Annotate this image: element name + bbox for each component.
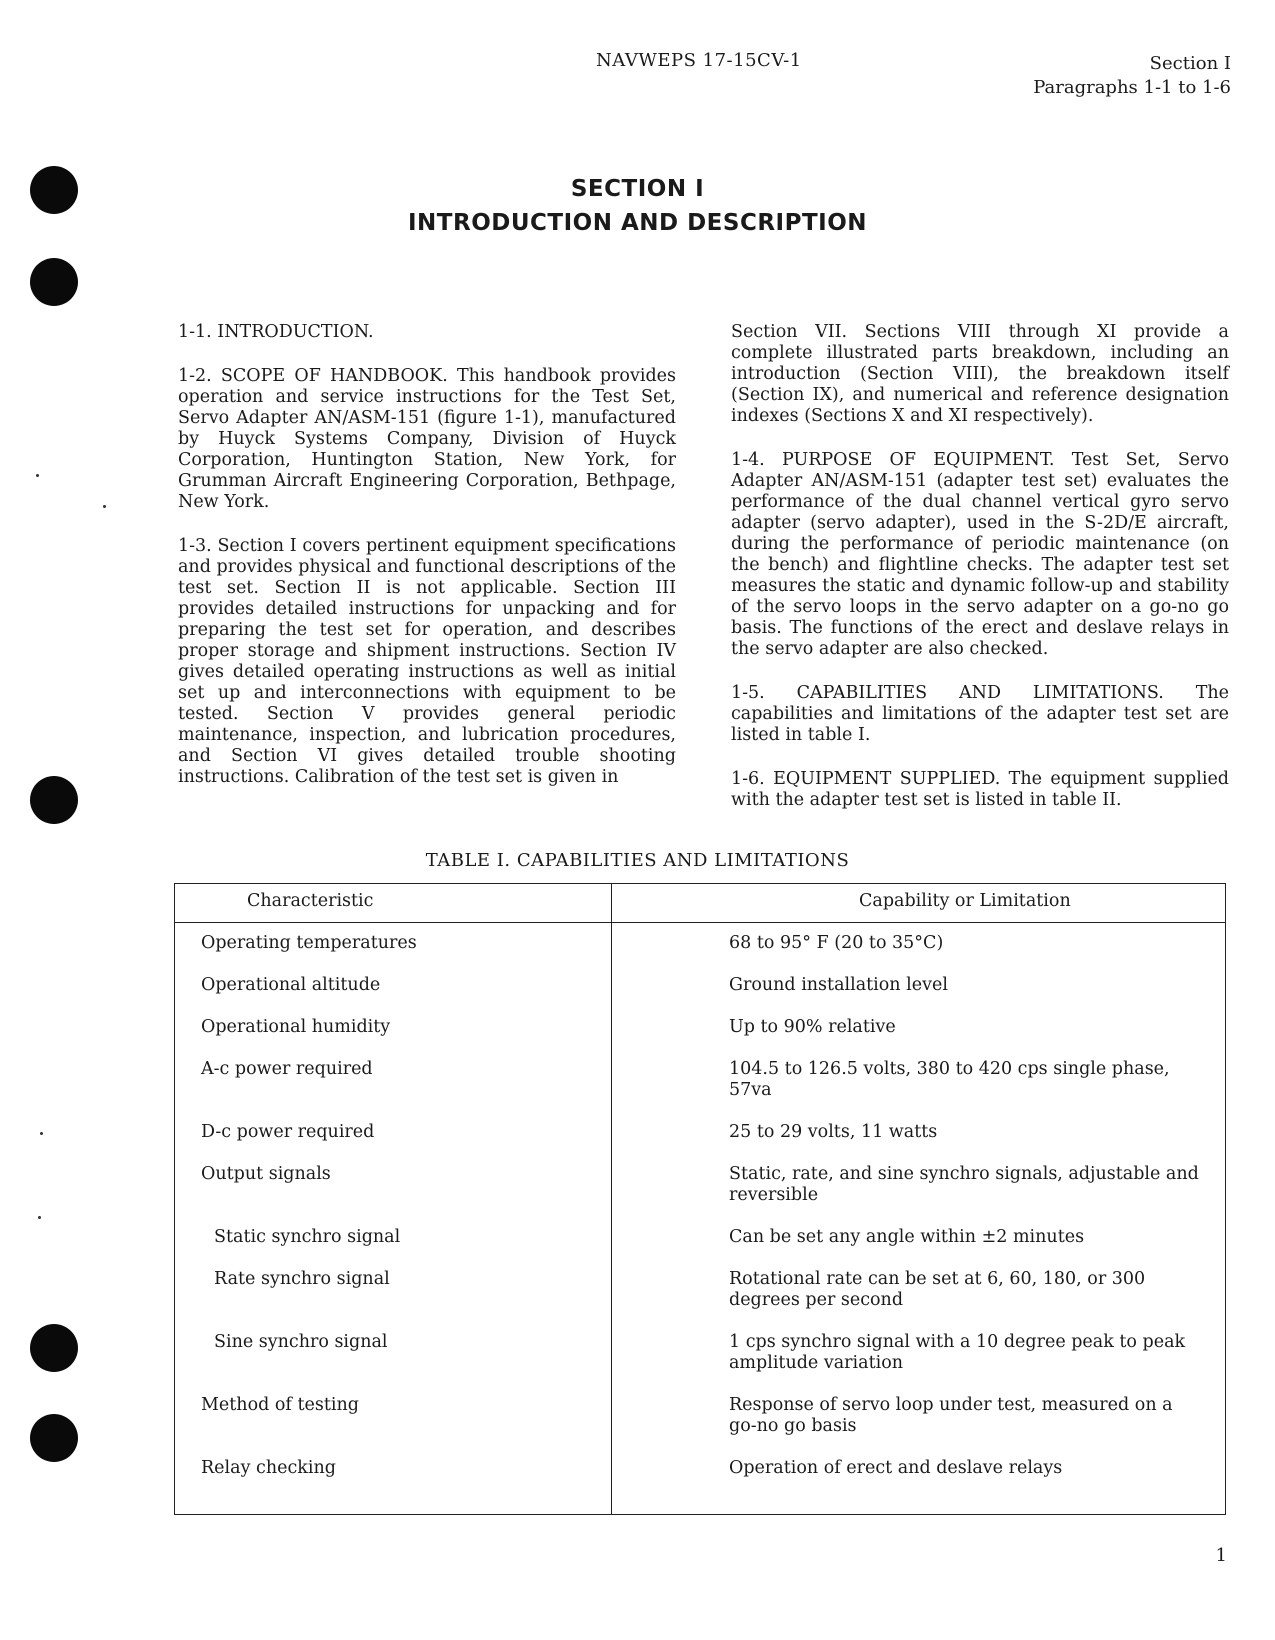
section-reference (1033, 52, 1231, 100)
binder-hole-5 (30, 1414, 78, 1462)
left-text-column (178, 322, 676, 811)
table-row-capability: Response of servo loop under test, measured on a go-no go basis (729, 1395, 1173, 1436)
header-rule (175, 922, 1225, 923)
paragraph-range: Paragraphs 1-1 to 1-6 (1033, 77, 1231, 98)
paragraph-1-5: 1-5. CAPABILITIES AND LIMITATIONS. The capabilities and limitations of the adapter test set are listed in table I. (731, 683, 1229, 745)
section-title (0, 172, 1275, 240)
table-row-characteristic: A-c power required (201, 1059, 373, 1079)
paragraph-1-6: 1-6. EQUIPMENT SUPPLIED. The equipment supplied with the adapter test set is listed in table II. (731, 769, 1229, 810)
scan-speck (103, 505, 106, 508)
scan-speck (40, 1132, 43, 1135)
binder-hole-2 (30, 258, 78, 306)
table-row-capability: 104.5 to 126.5 volts, 380 to 420 cps single phase, 57va (729, 1059, 1170, 1100)
table-row-capability: Can be set any angle within ±2 minutes (729, 1227, 1085, 1247)
table-row-characteristic: Rate synchro signal (214, 1269, 390, 1289)
page-number: 1 (1215, 1545, 1227, 1566)
table-row-characteristic: D-c power required (201, 1122, 375, 1142)
paragraph-1-1: 1-1. INTRODUCTION. (178, 322, 374, 342)
table-row-characteristic: Relay checking (201, 1458, 336, 1478)
paragraph-1-3-continued: Section VII. Sections VIII through XI provide a complete illustrated parts breakdown, including an introduction (Section VIII), the breakdown itself (Section IX), and numerical and reference designation indexes (Sections X and XI respectively). (731, 322, 1229, 426)
column-header-characteristic: Characteristic (247, 891, 374, 911)
table-row-characteristic: Operational humidity (201, 1017, 391, 1037)
table-row-capability: Up to 90% relative (729, 1017, 896, 1037)
section-label: Section I (1149, 53, 1231, 74)
column-header-capability: Capability or Limitation (859, 891, 1071, 911)
table-row-capability: Static, rate, and sine synchro signals, adjustable and reversible (729, 1164, 1199, 1205)
section-title-line2: INTRODUCTION AND DESCRIPTION (407, 210, 868, 236)
binder-hole-4 (30, 1324, 78, 1372)
table-row-characteristic: Operating temperatures (201, 933, 417, 953)
table-row-characteristic: Method of testing (201, 1395, 359, 1415)
column-divider (611, 884, 612, 1514)
document-number: NAVWEPS 17-15CV-1 (596, 50, 802, 71)
table-row-capability: 25 to 29 volts, 11 watts (729, 1122, 938, 1142)
binder-hole-3 (30, 776, 78, 824)
table-row-capability: 1 cps synchro signal with a 10 degree peak to peak amplitude variation (729, 1332, 1186, 1373)
paragraph-1-2: 1-2. SCOPE OF HANDBOOK. This handbook provides operation and service instructions for the Test Set, Servo Adapter AN/ASM-151 (figure 1-1), manufactured by Huyck Systems Company, Division of Huyck Corporation, Huntington Station, New York, for Grumman Aircraft Engineering Corporation, Bethpage, New York. (178, 366, 676, 512)
table-title: TABLE I. CAPABILITIES AND LIMITATIONS (425, 850, 850, 871)
table-row-capability: Rotational rate can be set at 6, 60, 180, or 300 degrees per second (729, 1269, 1146, 1310)
section-title-line1: SECTION I (570, 176, 705, 202)
scan-speck (36, 474, 39, 477)
table-row-capability: Operation of erect and deslave relays (729, 1458, 1063, 1478)
scan-speck (38, 1216, 41, 1219)
table-row-characteristic: Sine synchro signal (214, 1332, 388, 1352)
capabilities-table (174, 883, 1226, 1515)
table-row-characteristic: Operational altitude (201, 975, 381, 995)
table-row-characteristic: Output signals (201, 1164, 331, 1184)
paragraph-1-4: 1-4. PURPOSE OF EQUIPMENT. Test Set, Servo Adapter AN/ASM-151 (adapter test set) evaluates the performance of the dual channel vertical gyro servo adapter (servo adapter), used in the S-2D/E aircraft, during the performance of periodic maintenance (on the bench) and flightline checks. The adapter test set measures the static and dynamic follow-up and stability of the servo loops in the servo adapter on a go-no go basis. The functions of the erect and deslave relays in the servo adapter are also checked. (731, 450, 1229, 659)
table-row-capability: 68 to 95° F (20 to 35°C) (729, 933, 944, 953)
paragraph-1-3: 1-3. Section I covers pertinent equipment specifications and provides physical and functional descriptions of the test set. Section II is not applicable. Section III provides detailed instructions for unpacking and for preparing the test set for operation, and describes proper storage and shipment instructions. Section IV gives detailed operating instructions as well as initial set up and interconnections with equipment to be tested. Section V provides general periodic maintenance, inspection, and lubrication procedures, and Section VI gives detailed trouble shooting instructions. Calibration of the test set is given in (178, 536, 676, 787)
table-row-capability: Ground installation level (729, 975, 948, 995)
table-row-characteristic: Static synchro signal (214, 1227, 401, 1247)
right-text-column (731, 322, 1229, 834)
